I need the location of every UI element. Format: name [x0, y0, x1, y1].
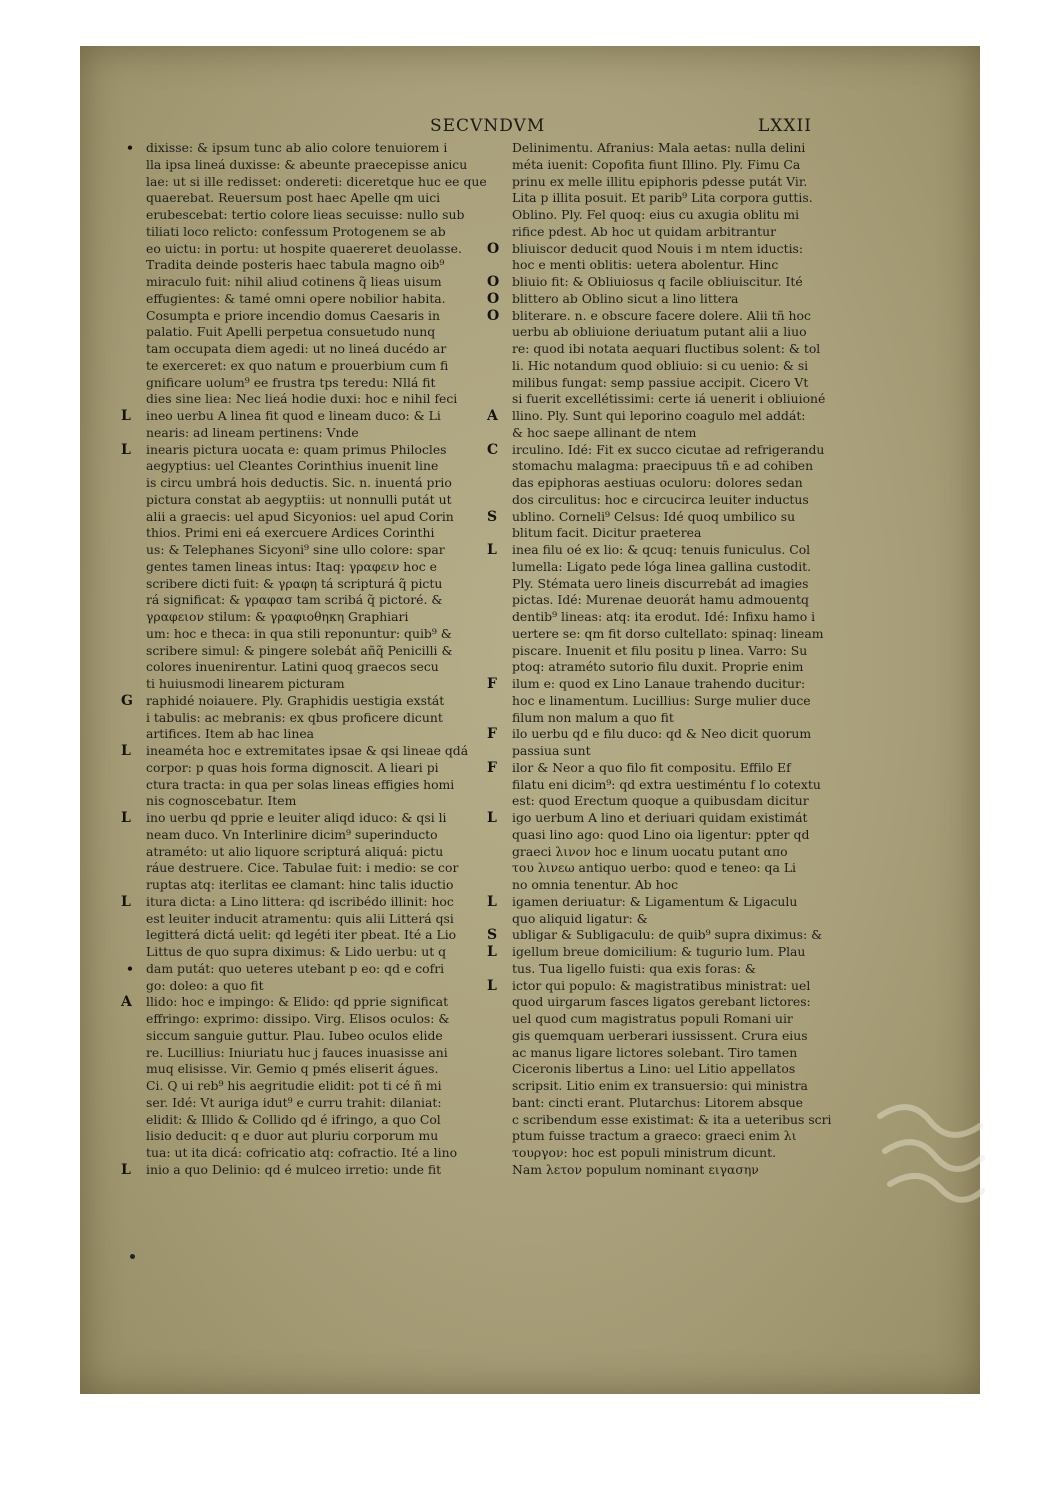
text-line	[121, 810, 491, 827]
line-text: gentes tamen lineas intus: Itaq: γραφειν hoc e	[146, 558, 437, 574]
text-line	[512, 777, 847, 794]
text-line	[146, 375, 491, 392]
line-text: τουργον: hoc est populi ministrum dicunt.	[512, 1145, 777, 1160]
line-text: Oblino. Ply. Fel quoq: eius cu axugia oblitu mi	[512, 207, 800, 222]
line-text: i tabulis: ac mebranis: ex qbus proficere dicunt	[146, 709, 443, 725]
line-text: re: quod ibi notata aequari fluctibus solent: & tol	[512, 341, 821, 356]
initial-letter: L	[121, 810, 131, 826]
text-line	[512, 592, 847, 609]
text-line	[146, 224, 491, 241]
line-text: artifices. Item ab hac linea	[146, 726, 315, 742]
initial-letter: A	[487, 408, 498, 424]
line-text: est: quod Erectum quoque a quibusdam dicitur	[512, 793, 809, 809]
running-header: SECVNDVM	[430, 116, 546, 136]
text-line	[146, 542, 491, 559]
line-text: llido: hoc e impingo: & Elido: qd pprie significat	[146, 994, 449, 1010]
text-line	[512, 475, 847, 492]
text-line	[512, 1145, 847, 1162]
text-line	[512, 994, 847, 1011]
line-text: passiua sunt	[512, 743, 591, 758]
line-text: ubligar & Subligaculu: de quib⁹ supra diximus: &	[512, 927, 823, 943]
text-line	[146, 157, 491, 174]
text-line	[512, 157, 847, 174]
line-text: corpor: p quas hois forma dignoscit. A lieari pi	[146, 759, 439, 775]
line-text: uertere se: qm fit dorso cultellato: spinaq: lineam	[512, 625, 824, 641]
text-line	[512, 1112, 847, 1129]
text-line	[512, 1061, 847, 1078]
text-line	[146, 659, 491, 676]
text-line	[512, 1011, 847, 1028]
text-line	[512, 492, 847, 509]
text-line	[146, 358, 491, 375]
line-text: ino uerbu qd pprie e leuiter aliqd iduco: & qsi li	[146, 810, 447, 825]
text-line	[512, 793, 847, 810]
line-text: ruptas atq: iterlitas ee clamant: hinc talis iductio	[146, 877, 454, 892]
line-text: scribere dicti fuit: & γραφη tá scripturá q̃ pictu	[146, 575, 443, 591]
text-line	[512, 1128, 847, 1145]
text-line	[146, 710, 491, 727]
text-line	[146, 559, 491, 576]
text-line	[512, 626, 847, 643]
text-line	[512, 576, 847, 593]
text-line	[487, 408, 847, 425]
line-text: rá significat: & γραφασ tam scribá q̃ pictoré. &	[146, 592, 443, 608]
initial-letter: O	[487, 240, 500, 257]
line-text: irculino. Idé: Fit ex succo cicutae ad refrigerandu	[512, 441, 825, 457]
line-text: inio a quo Delinio: qd é mulceo irretio: unde fit	[146, 1161, 442, 1177]
line-text: uel quod cum magistratus populi Romani uir	[512, 1011, 793, 1026]
text-line	[146, 927, 491, 944]
line-text: colores inuenirentur. Latini quoq graecos secu	[146, 659, 439, 675]
line-text: legitterá dictá uelit: qd legéti iter pbeat. Ité a Lio	[146, 927, 457, 943]
line-text: tua: ut ita dicá: cofricatio atq: cofractio. Ité a lino	[146, 1145, 458, 1160]
text-line	[146, 1128, 491, 1145]
text-line	[146, 1028, 491, 1045]
text-line	[487, 726, 847, 743]
text-line	[146, 308, 491, 325]
line-text: Tradita deinde posteris haec tabula magno oib⁹	[146, 257, 445, 273]
line-text: nearis: ad lineam pertinens: Vnde	[146, 424, 359, 440]
line-text: Ciceronis libertus a Lino: uel Litio appellatos	[512, 1061, 796, 1077]
initial-letter: L	[121, 893, 131, 910]
text-line	[146, 492, 491, 509]
text-line	[512, 693, 847, 710]
line-text: bliuiscor deducit quod Nouis i m ntem iductis:	[512, 240, 804, 256]
line-text: neam duco. Vn Interlinire dicim⁹ superinducto	[146, 826, 438, 842]
line-text: blittero ab Oblino sicut a lino littera	[512, 290, 739, 306]
text-line	[146, 1078, 491, 1095]
text-line	[126, 140, 491, 157]
text-line	[512, 1045, 847, 1062]
line-text: milibus fungat: semp passiue accipit. Cicero Vt	[512, 374, 809, 390]
line-text: gis quemquam uerberari iussissent. Crura eius	[512, 1027, 808, 1043]
initial-letter: L	[121, 441, 131, 458]
line-text: itura dicta: a Lino littera: qd iscribédo illinit: hoc	[146, 893, 454, 909]
line-text: pictas. Idé: Murenae deuorát hamu admouentq	[512, 592, 809, 608]
text-line	[512, 358, 847, 375]
text-line	[512, 190, 847, 207]
text-line	[146, 174, 491, 191]
text-line	[487, 676, 847, 693]
line-text: dixisse: & ipsum tunc ab alio colore tenuiorem i	[146, 140, 448, 155]
line-text: miraculo fuit: nihil aliud cotinens q̃ lieas uisum	[146, 274, 442, 289]
text-line	[146, 274, 491, 291]
margin-bullet: •	[126, 960, 134, 976]
text-line	[146, 877, 491, 894]
text-line	[146, 827, 491, 844]
initial-letter: C	[487, 441, 499, 458]
text-line	[146, 643, 491, 660]
text-line	[512, 659, 847, 676]
text-line	[512, 525, 847, 542]
line-text: tiliati loco relicto: confessum Protogenem se ab	[146, 223, 446, 239]
text-line	[512, 827, 847, 844]
text-line	[146, 676, 491, 693]
text-line	[512, 257, 847, 274]
line-text: inearis pictura uocata e: quam primus Philocles	[146, 441, 447, 457]
text-line	[512, 425, 847, 442]
line-text: piscare. Inuenit et filu positu p linea. Varro: Su	[512, 642, 808, 658]
text-line	[487, 927, 847, 944]
text-line	[487, 508, 847, 526]
line-text: bliuio fit: & Obliuiosus q facile obliuiscitur. Ité	[512, 274, 803, 289]
line-text: est leuiter inducit atramentu: quis alii Litterá qsi	[146, 910, 454, 926]
text-line	[512, 1028, 847, 1045]
line-text: pictura constat ab aegyptiis: ut nonnulli putát ut	[146, 491, 452, 507]
text-line	[512, 391, 847, 408]
text-line	[487, 810, 847, 827]
line-text: του λινεω antiquo uerbo: quod e teneo: qa Li	[512, 860, 797, 876]
initial-letter: O	[487, 274, 500, 290]
text-line	[512, 224, 847, 241]
line-text: ptum fuisse tractum a graeco: graeci enim λι	[512, 1128, 797, 1144]
line-text: rifice pdest. Ab hoc ut quidam arbitrantur	[512, 223, 777, 239]
line-text: tam occupata diem agedi: ut no lineá ducédo ar	[146, 341, 447, 356]
line-text: lumella: Ligato pede lóga linea gallina custodit.	[512, 558, 812, 574]
text-line	[512, 140, 847, 157]
initial-letter: A	[121, 994, 132, 1011]
text-line	[512, 207, 847, 224]
initial-letter: G	[121, 692, 133, 709]
text-line	[512, 1162, 847, 1179]
line-text: effringo: exprimo: dissipo. Virg. Elisos oculos: &	[146, 1011, 450, 1026]
text-line	[121, 441, 491, 459]
text-line	[146, 475, 491, 492]
text-line	[487, 944, 847, 961]
text-line	[146, 944, 491, 961]
initial-letter: O	[487, 290, 500, 307]
text-line	[121, 408, 491, 425]
line-text: lisio deducit: q e duor aut pluriu corporum mu	[146, 1128, 439, 1144]
initial-letter: O	[487, 307, 500, 324]
text-line	[121, 893, 491, 911]
text-line	[487, 542, 847, 559]
line-text: ser. Idé: Vt auriga idut⁹ e curru trahit: dilaniat:	[146, 1094, 442, 1110]
line-text: scribere simul: & pingere solebát añq̃ Penicilli &	[146, 642, 453, 658]
text-line	[512, 324, 847, 341]
line-text: is circu umbrá hois deductis. Sic. n. inuentá prio	[146, 475, 452, 490]
initial-letter: L	[487, 944, 497, 960]
initial-letter: L	[121, 1161, 131, 1178]
line-text: igamen deriuatur: & Ligamentum & Ligaculu	[512, 893, 798, 909]
text-line	[512, 174, 847, 191]
line-text: ilor & Neor a quo filo fit compositu. Effilo Ef	[512, 759, 791, 775]
line-text: eo uictu: in portu: ut hospite quaereret deuolasse.	[146, 240, 462, 256]
line-text: graeci λινον hoc e linum uocatu putant απο	[512, 843, 788, 859]
text-line	[512, 1095, 847, 1112]
line-text: quaerebat. Reuersum post haec Apelle qm uici	[146, 190, 441, 206]
initial-letter: L	[121, 743, 131, 759]
line-text: muq elisisse. Vir. Gemio q pmés eliserit águes.	[146, 1061, 439, 1077]
line-text: ti huiusmodi linearem picturam	[146, 676, 345, 691]
line-text: c scribendum esse existimat: & ita a ueteribus scri	[512, 1111, 832, 1127]
ink-dot	[130, 1254, 135, 1259]
initial-letter: L	[487, 542, 497, 558]
text-line	[146, 576, 491, 593]
line-text: ineaméta hoc e extremitates ipsae & qsi lineae qdá	[146, 743, 469, 758]
line-text: erubescebat: tertio colore lieas secuisse: nullo sub	[146, 207, 465, 222]
line-text: nis cognoscebatur. Item	[146, 793, 297, 809]
text-line	[146, 1095, 491, 1112]
line-text: dos circulitus: hoc e circucirca leuiter inductus	[512, 491, 809, 507]
text-line	[512, 877, 847, 894]
text-line	[146, 190, 491, 207]
initial-letter: L	[487, 893, 497, 910]
line-text: ilo uerbu qd e filu duco: qd & Neo dicit quorum	[512, 726, 812, 742]
right-text-column	[487, 140, 847, 1179]
page-scan	[80, 46, 980, 1394]
text-line	[487, 240, 847, 258]
text-line	[146, 425, 491, 442]
text-line	[487, 759, 847, 777]
text-line	[146, 1061, 491, 1078]
text-line	[146, 777, 491, 794]
line-text: ac manus ligare lictores solebant. Tiro tamen	[512, 1044, 798, 1060]
text-line	[487, 290, 847, 308]
line-text: dam putát: quo ueteres utebant p eo: qd e cofri	[146, 960, 445, 976]
stamp-mark-icon	[870, 1096, 990, 1206]
initial-letter: L	[121, 408, 131, 424]
line-text: ráue destruere. Cice. Tabulae fuit: i medio: se cor	[146, 860, 459, 876]
text-line	[146, 726, 491, 743]
line-text: go: doleo: a quo fit	[146, 977, 264, 993]
text-line	[487, 977, 847, 995]
text-line	[146, 241, 491, 258]
line-text: llino. Ply. Sunt qui leporino coagulo mel addát:	[512, 408, 806, 423]
line-text: uerbu ab obliuione deriuatum putant alii a liuo	[512, 324, 807, 340]
text-line	[146, 458, 491, 475]
initial-letter: F	[487, 759, 497, 776]
line-text: lae: ut si ille redisset: ondereti: diceretque huc ee que	[146, 173, 487, 189]
text-line	[146, 509, 491, 526]
line-text: igo uerbum A lino et deriuari quidam existimát	[512, 810, 808, 825]
text-line	[121, 692, 491, 710]
line-text: ctura tracta: in qua per solas lineas effigies homi	[146, 776, 455, 792]
line-text: si fuerit excellétissimi: certe iá uenerit i obliuioné	[512, 391, 826, 407]
line-text: ublino. Corneli⁹ Celsus: Idé quoq umbilico su	[512, 508, 796, 524]
line-text: effugientes: & tamé omni opere nobilior habita.	[146, 290, 446, 306]
line-text: scripsit. Litio enim ex transuersio: qui ministra	[512, 1078, 808, 1093]
initial-letter: L	[487, 810, 497, 826]
line-text: quo aliquid ligatur: &	[512, 910, 648, 926]
text-line	[146, 324, 491, 341]
line-text: tus. Tua ligello fuisti: qua exis foras: &	[512, 960, 756, 976]
line-text: Ply. Stémata uero lineis discurrebát ad imagies	[512, 575, 809, 591]
text-line	[512, 860, 847, 877]
line-text: das epiphoras aestiuas oculoru: dolores sedan	[512, 475, 803, 490]
text-line	[146, 844, 491, 861]
initial-letter: L	[487, 977, 497, 994]
text-line	[146, 291, 491, 308]
line-text: hoc e menti oblitis: uetera abolentur. Hinc	[512, 257, 779, 273]
line-text: atraméto: ut alio liquore scripturá aliquá: pictu	[146, 843, 444, 859]
line-text: alii a graecis: uel apud Sicyonios: uel apud Corin	[146, 508, 454, 524]
text-line	[512, 961, 847, 978]
text-line	[512, 844, 847, 861]
line-text: li. Hic notandum quod obliuio: si cu uenio: & si	[512, 357, 809, 373]
line-text: filatu eni dicim⁹: qd extra uestiméntu f lo cotextu	[512, 776, 821, 792]
text-line	[512, 458, 847, 475]
text-line	[146, 1112, 491, 1129]
line-text: & hoc saepe allinant de ntem	[512, 424, 697, 440]
line-text: igellum breue domicilium: & tugurio lum. Plau	[512, 944, 806, 959]
text-line	[146, 391, 491, 408]
line-text: inea filu oé ex lio: & qcuq: tenuis funiculus. Col	[512, 542, 811, 557]
line-text: ilum e: quod ex Lino Lanaue trahendo ducitur:	[512, 676, 806, 691]
initial-letter: F	[487, 676, 497, 692]
text-line	[512, 1078, 847, 1095]
initial-letter: S	[487, 927, 498, 944]
text-line	[487, 893, 847, 911]
text-line	[146, 626, 491, 643]
text-line	[146, 793, 491, 810]
text-line	[121, 994, 491, 1011]
text-line	[121, 1161, 491, 1179]
text-line	[512, 911, 847, 928]
margin-bullet: •	[126, 140, 134, 155]
text-line	[512, 609, 847, 626]
text-line	[146, 207, 491, 224]
line-text: blitum facit. Dicitur praeterea	[512, 525, 702, 541]
text-line	[146, 257, 491, 274]
left-text-column	[121, 140, 491, 1179]
text-line	[121, 743, 491, 760]
text-line	[146, 760, 491, 777]
line-text: quod uirgarum fasces ligatos gerebant lictores:	[512, 994, 811, 1010]
line-text: um: hoc e theca: in qua stili reponuntur: quib⁹ &	[146, 625, 452, 641]
text-line	[146, 592, 491, 609]
text-line	[512, 559, 847, 576]
text-line	[146, 1145, 491, 1162]
line-text: siccum sanguie guttur. Plau. Iubeo oculos elide	[146, 1027, 443, 1043]
line-text: ictor qui populo: & magistratibus ministrat: uel	[512, 977, 811, 993]
text-line	[146, 1011, 491, 1028]
line-text: lla ipsa lineá duxisse: & abeunte praecepisse anicu	[146, 156, 468, 172]
line-text: ptoq: atraméto sutorio filu duxit. Proprie enim	[512, 659, 804, 675]
text-line	[487, 307, 847, 325]
text-line	[146, 1045, 491, 1062]
line-text: filum non malum a quo fit	[512, 709, 674, 725]
line-text: prinu ex melle illitu epiphoris pdesse putát Vir.	[512, 173, 808, 189]
line-text: gnificare uolum⁹ ee frustra tps teredu: Nllá fit	[146, 374, 436, 390]
text-line	[146, 525, 491, 542]
line-text: hoc e linamentum. Lucillius: Surge mulier duce	[512, 692, 811, 708]
line-text: stomachu malagma: praecipuus tñ e ad cohiben	[512, 458, 814, 474]
line-text: us: & Telephanes Sicyoni⁹ sine ullo colore: spar	[146, 542, 445, 557]
text-line	[146, 978, 491, 995]
text-line	[146, 860, 491, 877]
text-line	[512, 375, 847, 392]
line-text: dentib⁹ lineas: atq: ita erodut. Idé: Infixu hamo i	[512, 609, 816, 624]
text-line	[146, 609, 491, 626]
line-text: méta iuenit: Copofita fiunt Illino. Ply. Fimu Ca	[512, 156, 801, 172]
line-text: no omnia tenentur. Ab hoc	[512, 877, 679, 892]
line-text: dies sine liea: Nec lieá hodie duxi: hoc e nihil feci	[146, 391, 458, 407]
line-text: bant: cincti erant. Plutarchus: Litorem absque	[512, 1094, 804, 1110]
text-line	[146, 911, 491, 928]
line-text: Lita p illita posuit. Et parib⁹ Lita corpora guttis.	[512, 190, 813, 206]
text-line	[512, 643, 847, 660]
line-text: Cosumpta e priore incendio domus Caesaris in	[146, 307, 440, 323]
line-text: elidit: & Illido & Collido qd é ifringo, a quo Col	[146, 1111, 441, 1127]
text-line	[512, 710, 847, 727]
text-line	[512, 341, 847, 358]
text-line	[126, 960, 491, 978]
line-text: γραφειον stilum: & γραφιοθηκη Graphiari	[146, 609, 409, 624]
text-line	[512, 743, 847, 760]
line-text: re. Lucillius: Iniuriatu huc j fauces inuasisse ani	[146, 1044, 448, 1060]
line-text: Delinimentu. Afranius: Mala aetas: nulla delini	[512, 140, 806, 155]
line-text: quasi lino ago: quod Lino oia ligentur: ppter qd	[512, 826, 810, 842]
line-text: Ci. Q ui reb⁹ his aegritudie elidit: pot ti cé ñ mi	[146, 1078, 442, 1093]
line-text: raphidé noiauere. Ply. Graphidis uestigia exstát	[146, 692, 445, 708]
line-text: te exerceret: ex quo natum e prouerbium cum fi	[146, 357, 449, 373]
line-text: palatio. Fuit Apelli perpetua consuetudo nunq	[146, 324, 436, 340]
text-line	[146, 341, 491, 358]
initial-letter: S	[487, 508, 498, 525]
line-text: Littus de quo supra diximus: & Lido uerbu: ut q	[146, 944, 447, 959]
line-text: Nam λετον populum nominant ειγασην	[512, 1161, 759, 1177]
line-text: ineo uerbu A linea fit quod e lineam duco: & Li	[146, 408, 441, 423]
folio-number: LXXII	[758, 116, 812, 136]
text-line	[487, 441, 847, 459]
line-text: thios. Primi eni eá exercuere Ardices Corinthi	[146, 525, 435, 541]
line-text: aegyptius: uel Cleantes Corinthius inuenit line	[146, 458, 439, 474]
line-text: bliterare. n. e obscure facere dolere. Alii tñ hoc	[512, 307, 811, 323]
text-line	[487, 274, 847, 291]
initial-letter: F	[487, 726, 497, 743]
